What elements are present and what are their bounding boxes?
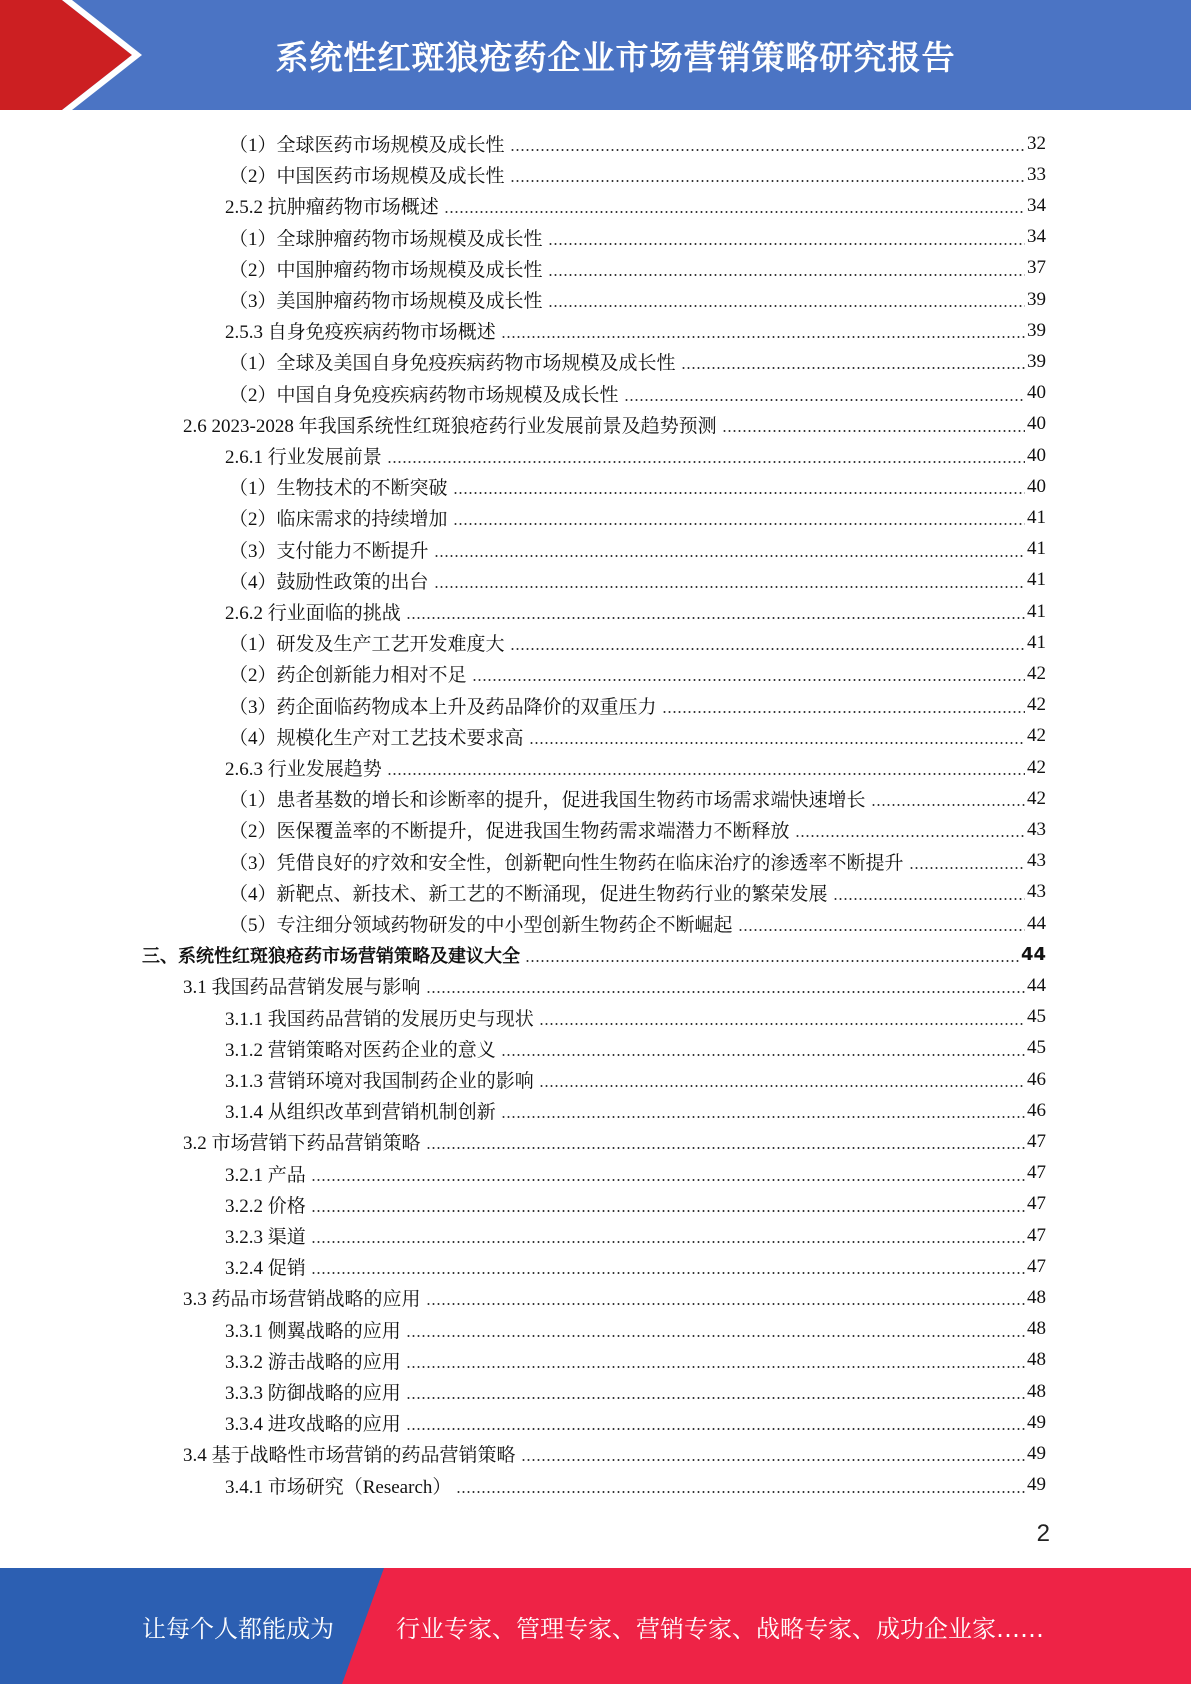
toc-dot-leader bbox=[795, 835, 1025, 837]
toc-entry-page: 49 bbox=[1027, 1474, 1046, 1496]
toc-dot-leader bbox=[406, 1397, 1025, 1399]
toc-entry-page: 40 bbox=[1027, 413, 1046, 435]
toc-entry-page: 40 bbox=[1027, 475, 1046, 497]
toc-entry-title: （2）中国肿瘤药物市场规模及成长性 bbox=[229, 259, 543, 281]
toc-dot-leader bbox=[510, 149, 1025, 151]
toc-dot-leader bbox=[434, 586, 1025, 588]
toc-dot-leader bbox=[311, 1179, 1025, 1181]
toc-entry[interactable] bbox=[229, 846, 1046, 877]
toc-entry-title: 3.3 药品市场营销战略的应用 bbox=[183, 1289, 421, 1311]
toc-entry-page: 44 bbox=[1027, 974, 1046, 996]
toc-entry[interactable] bbox=[229, 877, 1046, 908]
toc-entry[interactable] bbox=[225, 752, 1046, 783]
toc-entry[interactable] bbox=[229, 471, 1046, 502]
toc-dot-leader bbox=[681, 367, 1025, 369]
toc-entry[interactable] bbox=[229, 222, 1046, 253]
toc-entry[interactable] bbox=[225, 1158, 1046, 1189]
toc-entry[interactable] bbox=[225, 1064, 1046, 1095]
toc-entry-title: 3.2 市场营销下药品营销策略 bbox=[183, 1133, 421, 1155]
toc-entry-title: 3.1.4 从组织改革到营销机制创新 bbox=[225, 1102, 496, 1124]
toc-entry-title: （1）全球肿瘤药物市场规模及成长性 bbox=[229, 228, 543, 250]
toc-dot-leader bbox=[456, 1491, 1025, 1493]
toc-dot-leader bbox=[406, 1366, 1025, 1368]
toc-entry-title: 2.6.1 行业发展前景 bbox=[225, 447, 382, 468]
toc-entry-page: 47 bbox=[1027, 1255, 1046, 1277]
toc-entry-page: 39 bbox=[1027, 288, 1046, 310]
toc-dot-leader bbox=[453, 523, 1025, 525]
toc-entry-title: 2.6.2 行业面临的挑战 bbox=[225, 603, 401, 624]
toc-entry-page: 43 bbox=[1027, 881, 1046, 903]
toc-dot-leader bbox=[406, 1428, 1025, 1430]
toc-entry-page: 45 bbox=[1027, 1006, 1046, 1028]
toc-entry-title: 2.5.2 抗肿瘤药物市场概述 bbox=[225, 197, 439, 219]
toc-entry-page: 47 bbox=[1027, 1130, 1046, 1152]
toc-entry-page: 41 bbox=[1027, 538, 1046, 560]
toc-entry-title: （4）规模化生产对工艺技术要求高 bbox=[229, 727, 524, 749]
toc-entry-title: （4）新靶点、新技术、新工艺的不断涌现，促进生物药行业的繁荣发展 bbox=[229, 883, 828, 905]
toc-entry-title: （2）中国医药市场规模及成长性 bbox=[229, 166, 505, 188]
toc-dot-leader bbox=[662, 711, 1025, 713]
page-number: 2 bbox=[1036, 1520, 1050, 1547]
toc-entry-title: 3.2.4 促销 bbox=[225, 1258, 306, 1280]
toc-dot-leader bbox=[624, 399, 1025, 401]
toc-entry-title: 2.5.3 自身免疫疾病药物市场概述 bbox=[225, 322, 496, 344]
footer-slogan-right: 行业专家、管理专家、营销专家、战略专家、成功企业家…… bbox=[396, 1614, 1044, 1643]
toc-entry[interactable] bbox=[229, 534, 1046, 565]
toc-dot-leader bbox=[426, 991, 1025, 993]
toc-entry-title: （3）美国肿瘤药物市场规模及成长性 bbox=[229, 291, 543, 312]
toc-entry-page: 43 bbox=[1027, 818, 1046, 840]
toc-dot-leader bbox=[539, 1085, 1025, 1087]
toc-entry-page: 48 bbox=[1027, 1318, 1046, 1340]
toc-entry-title: 3.3.3 防御战略的应用 bbox=[225, 1383, 401, 1404]
toc-entry-title: 3.1 我国药品营销发展与影响 bbox=[183, 977, 421, 999]
toc-entry-page: 43 bbox=[1027, 850, 1046, 872]
toc-entry-page: 48 bbox=[1027, 1286, 1046, 1308]
toc-entry[interactable] bbox=[229, 690, 1046, 721]
toc-entry-title: 3.2.2 价格 bbox=[225, 1195, 306, 1217]
toc-entry-page: 34 bbox=[1027, 194, 1046, 216]
toc-entry[interactable] bbox=[142, 939, 1046, 970]
header-red-arrow-shape bbox=[0, 0, 150, 110]
toc-entry-title: 3.3.1 侧翼战略的应用 bbox=[225, 1320, 401, 1342]
toc-entry[interactable] bbox=[229, 814, 1046, 845]
toc-dot-leader bbox=[501, 1116, 1025, 1118]
toc-entry[interactable] bbox=[229, 627, 1046, 658]
toc-entry-page: 42 bbox=[1027, 787, 1046, 809]
toc-entry[interactable] bbox=[225, 1376, 1046, 1407]
toc-entry[interactable] bbox=[229, 502, 1046, 533]
toc-dot-leader bbox=[525, 960, 1019, 962]
toc-entry[interactable] bbox=[229, 378, 1046, 409]
toc-entry[interactable] bbox=[229, 284, 1046, 315]
toc-entry[interactable] bbox=[225, 1345, 1046, 1376]
toc-dot-leader bbox=[426, 1303, 1025, 1305]
toc-dot-leader bbox=[833, 898, 1025, 900]
toc-entry-page: 47 bbox=[1027, 1193, 1046, 1215]
toc-dot-leader bbox=[722, 430, 1025, 432]
toc-entry-title: 3.1.1 我国药品营销的发展历史与现状 bbox=[225, 1008, 534, 1030]
toc-entry[interactable] bbox=[229, 159, 1046, 190]
toc-entry-title: （2）中国自身免疫疾病药物市场规模及成长性 bbox=[229, 384, 619, 406]
toc-entry-page: 42 bbox=[1027, 662, 1046, 684]
toc-dot-leader bbox=[406, 617, 1025, 619]
toc-entry-page: 40 bbox=[1027, 444, 1046, 466]
toc-dot-leader bbox=[311, 1210, 1025, 1212]
toc-entry-page: 41 bbox=[1027, 631, 1046, 653]
toc-entry-title: （3）药企面临药物成本上升及药品降价的双重压力 bbox=[229, 696, 657, 718]
toc-entry[interactable] bbox=[225, 1189, 1046, 1220]
toc-entry[interactable] bbox=[225, 596, 1046, 627]
toc-entry-title: （2）医保覆盖率的不断提升，促进我国生物药需求端潜力不断释放 bbox=[229, 821, 790, 843]
toc-entry-title: （1）全球及美国自身免疫疾病药物市场规模及成长性 bbox=[229, 353, 676, 375]
toc-entry-title: （1）生物技术的不断突破 bbox=[229, 478, 448, 500]
toc-entry[interactable] bbox=[225, 1314, 1046, 1345]
toc-entry-title: 3.2.1 产品 bbox=[225, 1164, 306, 1186]
toc-entry[interactable] bbox=[229, 253, 1046, 284]
toc-dot-leader bbox=[311, 1241, 1025, 1243]
toc-entry-page: 37 bbox=[1027, 257, 1046, 279]
toc-entry[interactable] bbox=[225, 1407, 1046, 1438]
toc-dot-leader bbox=[539, 1023, 1025, 1025]
toc-entry-title: 2.6.3 行业发展趋势 bbox=[225, 759, 382, 780]
toc-dot-leader bbox=[738, 929, 1025, 931]
toc-dot-leader bbox=[548, 305, 1025, 307]
toc-entry[interactable] bbox=[225, 1095, 1046, 1126]
toc-entry[interactable] bbox=[225, 1033, 1046, 1064]
toc-entry-page: 49 bbox=[1027, 1411, 1046, 1433]
toc-dot-leader bbox=[548, 243, 1025, 245]
toc-entry-title: 2.6 2023-2028 年我国系统性红斑狼疮药行业发展前景及趋势预测 bbox=[183, 415, 717, 437]
toc-dot-leader bbox=[453, 492, 1025, 494]
toc-entry-title: （1）患者基数的增长和诊断率的提升，促进我国生物药市场需求端快速增长 bbox=[229, 790, 866, 812]
toc-dot-leader bbox=[501, 1054, 1025, 1056]
toc-entry-page: 34 bbox=[1027, 226, 1046, 248]
toc-entry-title: （2）药企创新能力相对不足 bbox=[229, 665, 467, 687]
toc-entry-title: 3.4.1 市场研究（Research） bbox=[225, 1476, 452, 1498]
toc-entry[interactable] bbox=[225, 1470, 1046, 1501]
toc-entry[interactable] bbox=[229, 128, 1046, 159]
toc-entry-page: 41 bbox=[1027, 506, 1046, 528]
toc-entry[interactable] bbox=[225, 1002, 1046, 1033]
toc-entry-title: （1）全球医药市场规模及成长性 bbox=[229, 135, 505, 156]
toc-entry-page: 42 bbox=[1027, 725, 1046, 747]
toc-dot-leader bbox=[510, 648, 1025, 650]
toc-dot-leader bbox=[871, 804, 1025, 806]
toc-dot-leader bbox=[501, 336, 1025, 338]
toc-entry[interactable] bbox=[229, 908, 1046, 939]
toc-entry-page: 41 bbox=[1027, 600, 1046, 622]
toc-entry[interactable] bbox=[183, 409, 1046, 440]
toc-entry-title: 3.1.2 营销策略对医药企业的意义 bbox=[225, 1039, 496, 1061]
toc-entry-page: 46 bbox=[1027, 1099, 1046, 1121]
toc-entry[interactable] bbox=[229, 658, 1046, 689]
toc-entry-title: （4）鼓励性政策的出台 bbox=[229, 571, 429, 593]
toc-entry-page: 45 bbox=[1027, 1037, 1046, 1059]
toc-entry[interactable] bbox=[229, 783, 1046, 814]
toc-entry[interactable] bbox=[229, 346, 1046, 377]
toc-entry-page: 41 bbox=[1027, 569, 1046, 591]
toc-dot-leader bbox=[510, 180, 1025, 182]
toc-entry[interactable] bbox=[225, 1251, 1046, 1282]
toc-entry-page: 49 bbox=[1027, 1442, 1046, 1464]
toc-entry-page: 47 bbox=[1027, 1162, 1046, 1184]
toc-entry-page: 33 bbox=[1027, 163, 1046, 185]
toc-entry[interactable] bbox=[183, 1282, 1046, 1313]
toc-dot-leader bbox=[472, 679, 1025, 681]
toc-entry-title: 3.1.3 营销环境对我国制药企业的影响 bbox=[225, 1071, 534, 1092]
toc-entry-title: （2）临床需求的持续增加 bbox=[229, 509, 448, 531]
toc-dot-leader bbox=[529, 742, 1025, 744]
toc-dot-leader bbox=[444, 211, 1025, 213]
footer-slogan-left: 让每个人都能成为 bbox=[142, 1614, 334, 1643]
toc-dot-leader bbox=[387, 773, 1025, 775]
page-footer bbox=[0, 1568, 1191, 1684]
toc-dot-leader bbox=[548, 274, 1025, 276]
toc-entry-title: （3）凭借良好的疗效和安全性，创新靶向性生物药在临床治疗的渗透率不断提升 bbox=[229, 852, 904, 874]
report-title: 系统性红斑狼疮药企业市场营销策略研究报告 bbox=[275, 37, 956, 77]
toc-dot-leader bbox=[387, 461, 1025, 463]
toc-entry[interactable] bbox=[183, 1126, 1046, 1157]
toc-entry-page: 44 bbox=[1027, 912, 1046, 934]
toc-entry-title: 3.2.3 渠道 bbox=[225, 1227, 306, 1248]
toc-entry[interactable] bbox=[183, 970, 1046, 1001]
toc-entry-page: 48 bbox=[1027, 1349, 1046, 1371]
toc-entry[interactable] bbox=[183, 1438, 1046, 1469]
toc-dot-leader bbox=[426, 1147, 1025, 1149]
toc-entry[interactable] bbox=[225, 190, 1046, 221]
toc-entry-page: 48 bbox=[1027, 1380, 1046, 1402]
toc-entry-title: 3.4 基于战略性市场营销的药品营销策略 bbox=[183, 1445, 516, 1467]
toc-entry-title: 3.3.4 进攻战略的应用 bbox=[225, 1414, 401, 1436]
toc-entry-page: 46 bbox=[1027, 1068, 1046, 1090]
toc-entry-page: 44 bbox=[1020, 944, 1046, 966]
toc-entry-title: （5）专注细分领域药物研发的中小型创新生物药企不断崛起 bbox=[229, 915, 733, 936]
toc-entry-title: 3.3.2 游击战略的应用 bbox=[225, 1351, 401, 1373]
toc-entry[interactable] bbox=[225, 1220, 1046, 1251]
toc-dot-leader bbox=[406, 1335, 1025, 1337]
toc-entry[interactable] bbox=[229, 721, 1046, 752]
toc-entry-page: 39 bbox=[1027, 350, 1046, 372]
toc-dot-leader bbox=[521, 1459, 1025, 1461]
toc-entry-page: 32 bbox=[1027, 132, 1046, 154]
toc-dot-leader bbox=[909, 867, 1025, 869]
toc-dot-leader bbox=[311, 1272, 1025, 1274]
toc-entry-page: 42 bbox=[1027, 756, 1046, 778]
toc-entry[interactable] bbox=[225, 315, 1046, 346]
toc-entry[interactable] bbox=[229, 565, 1046, 596]
toc-entry[interactable] bbox=[225, 440, 1046, 471]
toc-entry-page: 40 bbox=[1027, 382, 1046, 404]
toc-entry-page: 42 bbox=[1027, 694, 1046, 716]
toc-entry-page: 47 bbox=[1027, 1224, 1046, 1246]
page-header bbox=[0, 0, 1191, 110]
toc-entry-page: 39 bbox=[1027, 319, 1046, 341]
toc-entry-title: （1）研发及生产工艺开发难度大 bbox=[229, 634, 505, 656]
toc-entry-title: 三、系统性红斑狼疮药市场营销策略及建议大全 bbox=[142, 945, 520, 967]
toc-entry-title: （3）支付能力不断提升 bbox=[229, 540, 429, 562]
toc-dot-leader bbox=[434, 555, 1025, 557]
